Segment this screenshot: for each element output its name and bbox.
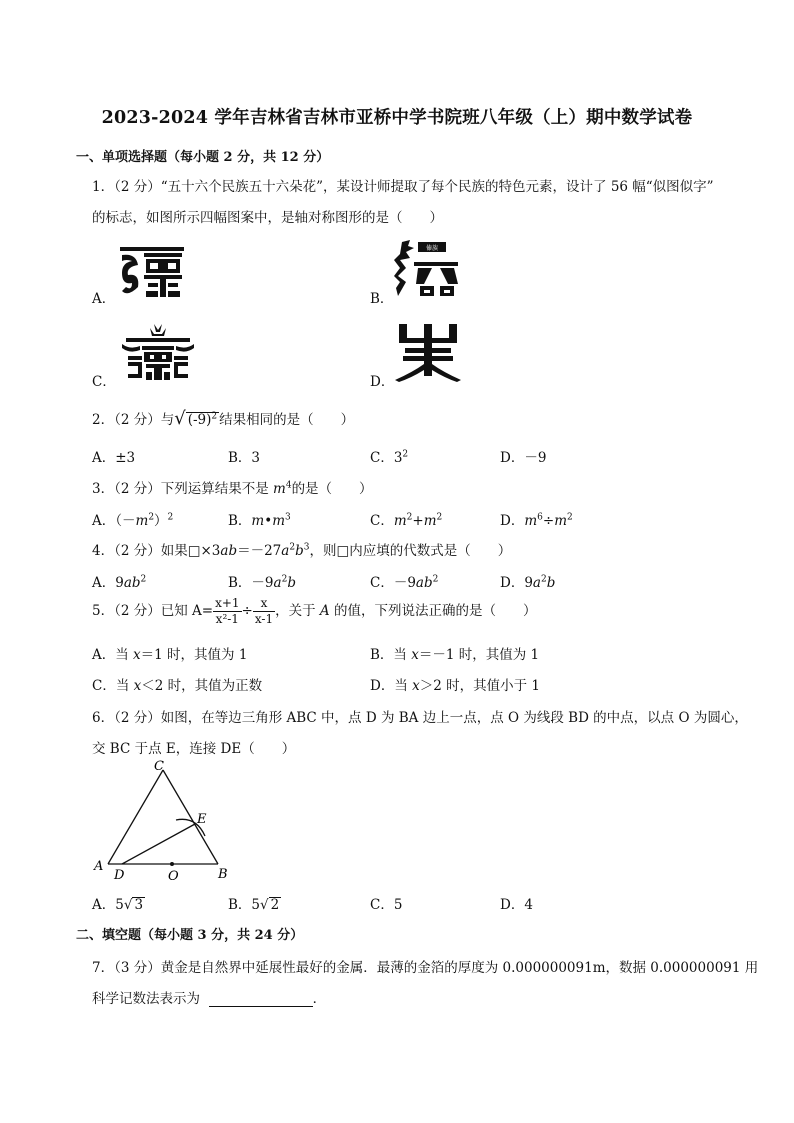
sqrt-icon: √ <box>174 408 186 429</box>
q5-option-a: A．当 x＝1 时，其值为 1 <box>92 647 248 663</box>
q2-prefix: 2．（2 分）与 <box>92 412 175 428</box>
dai-logo-icon <box>392 238 462 304</box>
answer-blank[interactable] <box>209 994 313 1007</box>
point-label-a: A <box>94 859 104 874</box>
q2-option-a: A．±3 <box>92 450 136 466</box>
question-6-line-1: 6．（2 分）如图，在等边三角形 ABC 中，点 D 为 BA 边上一点，点 O 为线段 BD 的中点，以点 O 为圆心， <box>92 710 748 726</box>
section-heading-choice: 一、单项选择题（每小题 2 分，共 12 分） <box>76 150 330 165</box>
q5-option-c: C．当 x＜2 时，其值为正数 <box>92 678 263 694</box>
q2-radical: $(-9)^2$ <box>187 411 218 428</box>
sqrt-icon: √ <box>123 897 133 913</box>
q4-option-c: C．$-9ab^2$ <box>370 574 439 591</box>
q1-option-d-label: D． <box>370 374 395 390</box>
question-1-line-2: 的标志，如图所示四幅图案中，是轴对称图形的是（ ） <box>92 210 443 226</box>
question-7-line-1: 7．（3 分）黄金是自然界中延展性最好的金属．最薄的金箔的厚度为 0.000000091m，数据 0.000000091 用 <box>92 960 759 976</box>
q6-option-c: C．5 <box>370 897 403 913</box>
q1-option-b-label: B． <box>370 291 394 307</box>
section-heading-fill: 二、填空题（每小题 3 分，共 24 分） <box>76 928 304 943</box>
q5-option-b: B．当 x＝－1 时，其值为 1 <box>370 647 540 663</box>
question-1-line-1: 1．（2 分）“五十六个民族五十六朵花”，某设计师提取了每个民族的特色元素，设计了 56 幅“似图似字” <box>92 179 714 195</box>
question-3: 3．（2 分）下列运算结果不是 $m^4$的是（ ） <box>92 480 373 497</box>
q3-option-a: A．$(-m^2)^2$ <box>92 512 174 529</box>
dai-logo-text: 傣族 <box>425 245 439 252</box>
question-6-line-2: 交 BC 于点 E，连接 DE（ ） <box>92 741 296 757</box>
q3-option-d: D．$m^6\div m^2$ <box>500 512 573 529</box>
q6-option-a: A．5√ 3 <box>92 897 144 913</box>
question-2 <box>92 408 354 429</box>
q1-option-c-label: C． <box>92 374 116 390</box>
dong-logo-icon <box>393 322 463 386</box>
point-label-e: E <box>197 812 207 827</box>
point-label-c: C <box>154 759 164 774</box>
fraction-2: $\frac{x}{x-1}$ <box>254 596 274 626</box>
q2-suffix: 结果相同的是（ ） <box>219 412 355 428</box>
q4-option-a: A．$9ab^2$ <box>92 574 147 591</box>
triangle-figure <box>92 758 242 886</box>
q4-option-b: B．$-9a^2b$ <box>228 574 296 591</box>
q2-option-c: C．$3^2$ <box>370 449 409 466</box>
q6-option-d: D．4 <box>500 897 533 913</box>
q2-option-b: B．3 <box>228 450 261 466</box>
question-5: 5．（2 分）已知 A= $\frac{x+1}{\text{x²-1}}$ ÷ $\frac{x}{x-1}$ ，关于 A 的值，下列说法正确的是（ ） <box>92 596 537 626</box>
q4-option-d: D．$9a^2b$ <box>500 574 556 591</box>
point-label-b: B <box>218 867 228 882</box>
exam-title: 2023-2024 学年吉林省吉林市亚桥中学书院班八年级（上）期中数学试卷 <box>101 108 693 128</box>
question-4: 4．（2 分）如果$□\times 3ab=-27a^2b^3$，则□内应填的代数式是（ ） <box>92 542 512 559</box>
q6-option-b: B．5√ 2 <box>228 897 280 913</box>
q1-option-a-label: A． <box>92 291 116 307</box>
fraction-1: $\frac{x+1}{\text{x²-1}}$ <box>215 596 240 626</box>
sqrt-icon: √ <box>260 897 269 913</box>
q3-option-b: B．$m•m^3$ <box>228 512 291 529</box>
point-label-o: O <box>168 869 179 882</box>
point-label-d: D <box>114 868 125 882</box>
q3-option-c: C．$m^2+m^2$ <box>370 512 443 529</box>
miao-logo-icon <box>118 243 186 303</box>
li-logo-icon <box>120 322 196 386</box>
q5-option-d: D．当 x＞2 时，其值小于 1 <box>370 678 541 694</box>
q2-option-d: D．－9 <box>500 450 547 466</box>
question-7-line-2: 科学记数法表示为 ． <box>92 991 327 1007</box>
